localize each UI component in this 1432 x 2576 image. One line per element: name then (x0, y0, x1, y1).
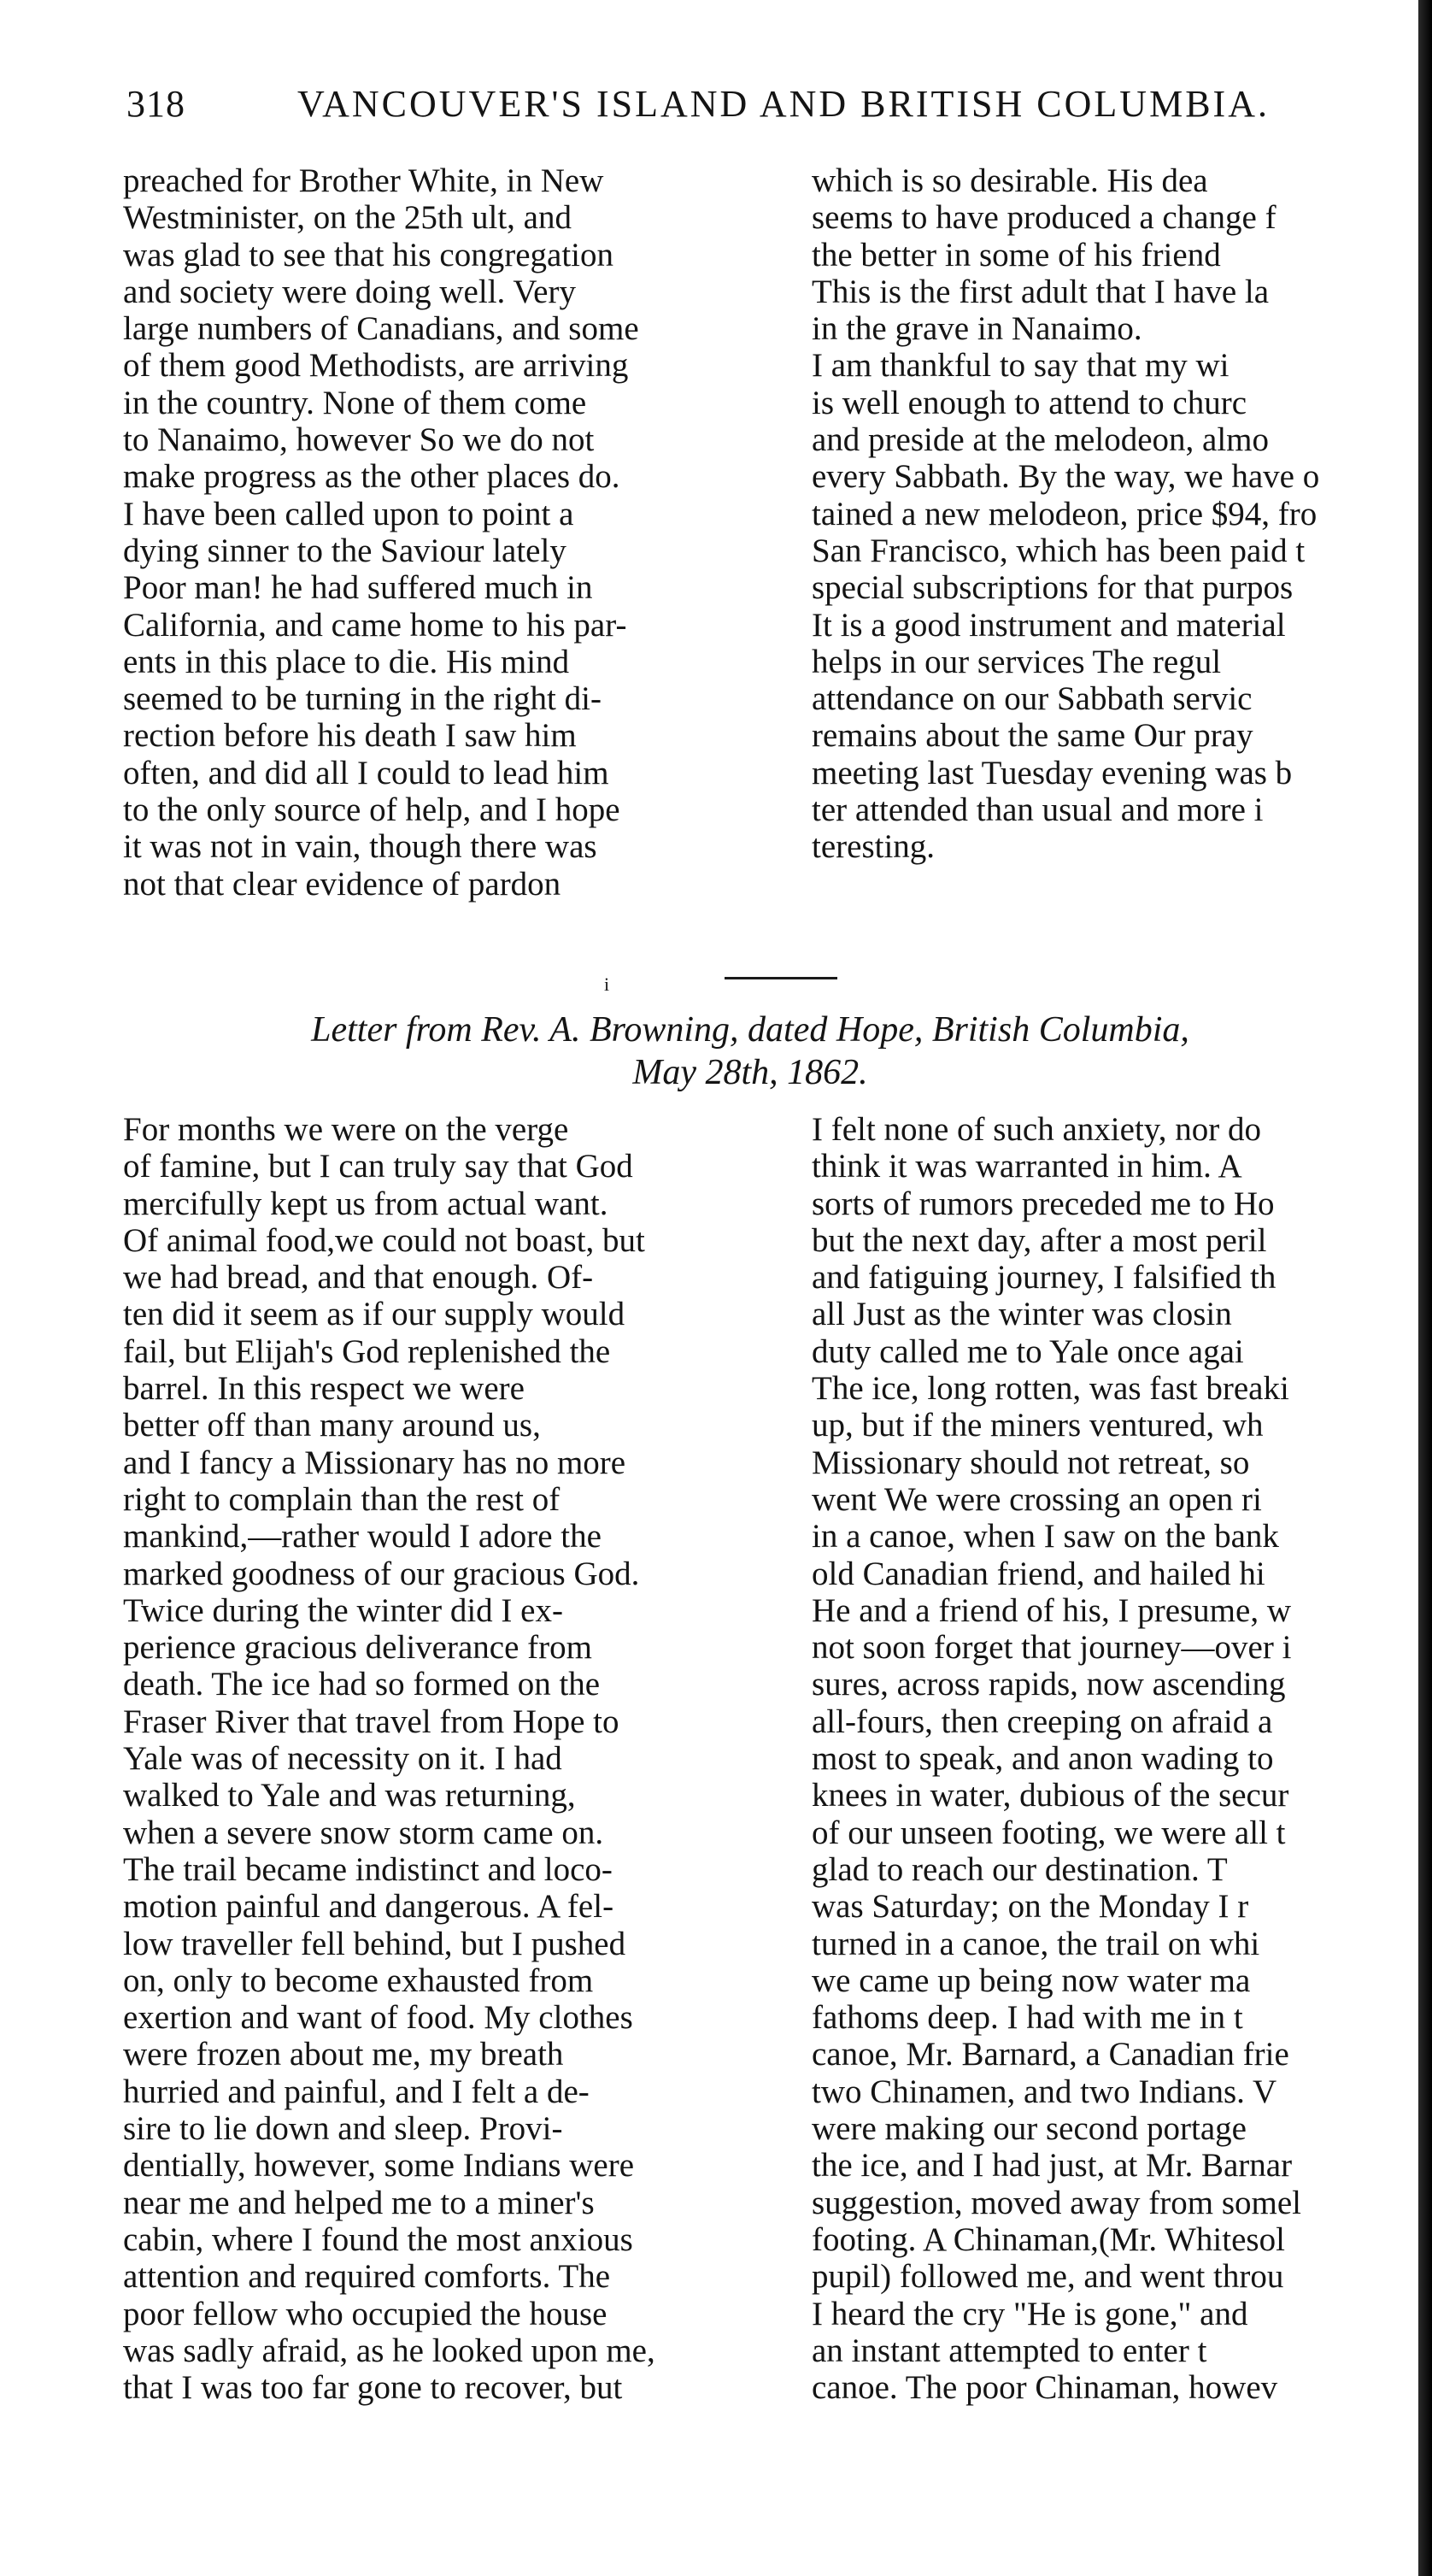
paragraph: preached for Brother White, in New Westminister, on the 25th ult, and was glad to see that his congregation and society were doing well. Very large numbers of Canadians, and some of them good Methodists, are arriving in the country. None of them come to Nanaimo, however So we do not make progress as the other places do. (123, 162, 639, 496)
running-header (126, 79, 1357, 130)
running-title: VANCOUVER'S ISLAND AND BRITISH COLUMBIA. (297, 83, 1270, 125)
top-left-column (123, 162, 789, 903)
top-right-column (812, 162, 1427, 866)
paragraph: Twice during the winter did I ex- perience gracious deliverance from death. The ice had so formed on the Fraser River that travel from Hope to Yale was of necessity on it. I had walked to Yale and was returning, when a severe snow storm came on. The trail became indistinct and loco- motion painful and dangerous. A fel- low traveller fell behind, but I pushed on, only to become exhausted from exertion and want of food. My clothes were frozen about me, my breath hurried and painful, and I felt a de- sire to lie down and sleep. Provi- dentially, however, some Indians were near me and helped me to a miner's cabin, where I found the most anxious attention and required comforts. The poor fellow who occupied the house was sadly afraid, as he looked upon me, that I was too far gone to recover, but (123, 1591, 655, 2407)
page-number: 318 (126, 83, 185, 125)
paragraph: I have been called upon to point a dying sinner to the Saviour lately Poor man! he had suffered much in California, and came home to his par- ents in this place to die. His mind seemed to be turning in the right di- rection before his death I saw him often, and did all I could to lead him to the only source of help, and I hope it was not in vain, though there was not that clear evidence of pardon (123, 495, 627, 903)
paragraph: I am thankful to say that my wi is well enough to attend to churc and preside at the melodeon, almo every Sabbath. By the way, we have o tained a new melodeon, price $94, fro San Francisco, which has been paid t special subscriptions for that purpos It is a good instrument and material helps in our services The regul attendance on our Sabbath servic remains about the same Our pray meeting last Tuesday evening was b ter attended than usual and more i teresting. (812, 347, 1320, 866)
paragraph: I felt none of such anxiety, nor do think it was warranted in him. A sorts of rumors preceded me to Ho but the next day, after a most peril and fatiguing journey, I falsified th all Just as the winter was closin duty called me to Yale once agai The ice, long rotten, was fast breaki up, but if the miners ventured, wh Missionary should not retreat, so went We were crossing an open ri in a canoe, when I saw on the bank old Canadian friend, and hailed hi He and a friend of his, I presume, w not soon forget that journey—over i sures, across rapids, now ascending all-fours, then creeping on afraid a most to speak, and anon wading to knees in water, dubious of the secur of our unseen footing, we were all t glad to reach our destination. T was Saturday; on the Monday I r turned in a canoe, the trail on whi we came up being now water ma fathoms deep. I had with me in t canoe, Mr. Barnard, a Canadian frie two Chinamen, and two Indians. V were making our second portage the ice, and I had just, at Mr. Barnar suggestion, moved away from somel footing. A Chinaman,(Mr. Whitesol pupil) followed me, and went throu I heard the cry "He is gone," and an instant attempted to enter t canoe. The poor Chinaman, howev (812, 1111, 1301, 2407)
paragraph: For months we were on the verge of famine, but I can truly say that God mercifully kept us from actual want. Of animal food,we could not boast, but we had bread, and that enough. Of- ten did it seem as if our supply would fail, but Elijah's God replenished the barrel. In this respect we were better off than many around us, and I fancy a Missionary has no more right to complain than the rest of mankind,—rather would I adore the marked goodness of our gracious God. (123, 1111, 645, 1592)
separator-mark: i (604, 973, 610, 995)
paragraph: which is so desirable. His dea seems to have produced a change f the better in some of his friend This is the first adult that I have la in the grave in Nanaimo. (812, 162, 1276, 348)
bottom-right-column (812, 1111, 1427, 2406)
section-divider (725, 977, 837, 979)
page-edge-shadow (1418, 0, 1432, 2576)
letter-heading: Letter from Rev. A. Browning, dated Hope, British Columbia, May 28th, 1862. (311, 1010, 1189, 1092)
bottom-left-column (123, 1111, 789, 2406)
